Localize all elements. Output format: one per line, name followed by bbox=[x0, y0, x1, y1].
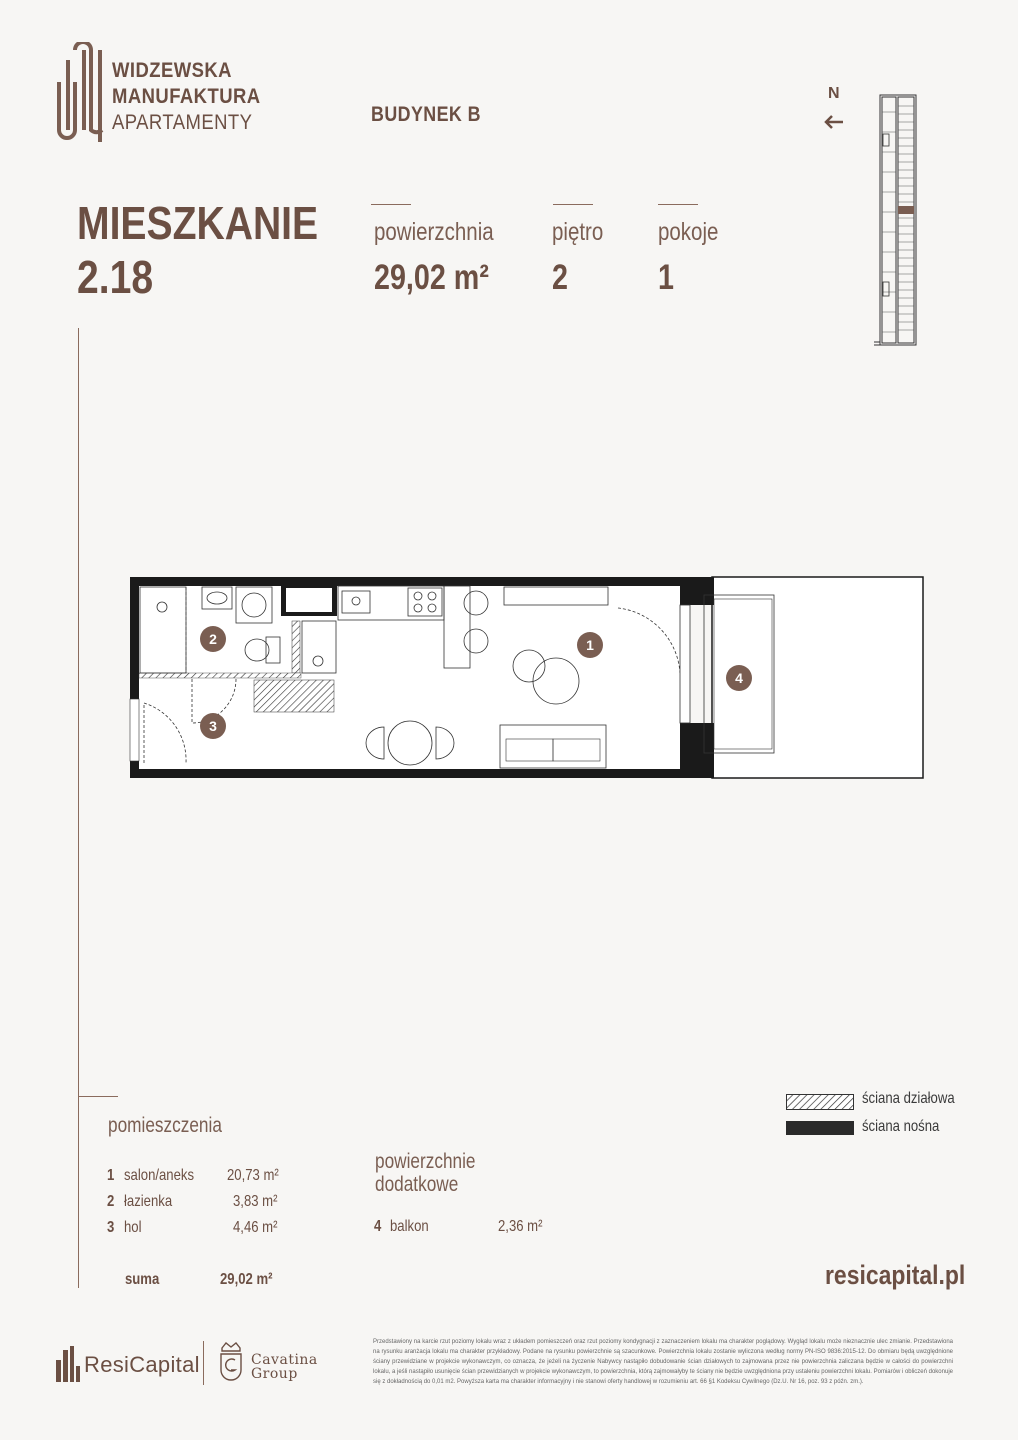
extra-num: 4 bbox=[374, 1218, 382, 1235]
extra-title-line1: powierzchnie bbox=[375, 1150, 476, 1173]
extra-section-title bbox=[375, 1150, 476, 1196]
brand-logo-mark bbox=[56, 42, 106, 147]
room-num: 1 bbox=[107, 1167, 115, 1184]
floor-plan bbox=[126, 573, 928, 788]
room-row bbox=[107, 1193, 114, 1211]
stat-divider bbox=[371, 204, 411, 205]
floor-label: piętro bbox=[552, 218, 604, 246]
room-marker-2-label: 2 bbox=[209, 631, 217, 647]
footer-divider bbox=[203, 1341, 204, 1385]
room-row bbox=[107, 1219, 114, 1237]
cavatina-line2: Group bbox=[251, 1366, 298, 1382]
key-plan-diagram bbox=[872, 92, 920, 355]
room-marker-1-label: 1 bbox=[586, 637, 594, 653]
legend-partition-label: ściana działowa bbox=[862, 1090, 955, 1107]
logo-line-2: MANUFAKTURA bbox=[112, 85, 261, 108]
extra-area: 2,36 m² bbox=[498, 1218, 543, 1235]
website-link[interactable]: resicapital.pl bbox=[825, 1260, 966, 1290]
unit-title-line1: MIESZKANIE bbox=[77, 197, 319, 249]
room-name: hol bbox=[124, 1219, 142, 1236]
extra-title-line2: dodatkowe bbox=[375, 1173, 459, 1196]
cavatina-logo-text bbox=[251, 1353, 318, 1381]
compass-north-label: N bbox=[828, 85, 840, 102]
room-num: 3 bbox=[107, 1219, 115, 1236]
extra-row bbox=[374, 1218, 381, 1236]
rooms-label: pokoje bbox=[658, 218, 719, 246]
room-area: 3,83 m² bbox=[233, 1193, 278, 1210]
legend-partition-swatch bbox=[786, 1094, 854, 1115]
room-name: łazienka bbox=[124, 1193, 173, 1210]
room-row bbox=[107, 1167, 114, 1185]
room-area: 20,73 m² bbox=[227, 1167, 279, 1184]
room-marker-4-label: 4 bbox=[735, 670, 743, 686]
sum-value: 29,02 m² bbox=[220, 1271, 273, 1288]
resicapital-logo-text: ResiCapital bbox=[84, 1352, 200, 1377]
stat-divider bbox=[553, 204, 593, 205]
logo-line-3: APARTAMENTY bbox=[112, 111, 253, 134]
extra-name: balkon bbox=[390, 1218, 429, 1235]
north-arrow-icon bbox=[823, 114, 845, 135]
section-rule bbox=[78, 1096, 118, 1097]
unit-title bbox=[77, 196, 318, 304]
room-num: 2 bbox=[107, 1193, 115, 1210]
floor-value: 2 bbox=[552, 258, 568, 297]
rooms-section-title: pomieszczenia bbox=[108, 1114, 222, 1137]
room-area: 4,46 m² bbox=[233, 1219, 278, 1236]
cavatina-line1: Cavatina bbox=[251, 1352, 318, 1368]
logo-line-1: WIDZEWSKA bbox=[112, 59, 232, 82]
legal-disclaimer: Przedstawiony na karcie rzut poziomy lokalu wraz z układem pomieszczeń oraz rzut poziomy kondygnacji z zaznaczeniem lokalu ma charakter poglądowy. Wygląd lokalu może nieznacznie ulec zmianie. Przedstawiona na rysunku aranżacja lokalu ma charakter przykładowy. Podane na rysunku powierzchnie są szacunkowe. Powierzchnia lokalu zostanie wyliczona według normy PN-ISO 9836:2015-12. Do obmiaru będą uwzględnione ściany przewidziane w projekcie wykonawczym, co oznacza, że jeżeli na życzenie Nabywcy nastąpiło dobudowanie ścian działowych to zajmowana przez nie powierzchnia zaliczana będzie w całości do powierzchni lokalu, a jeśli nastąpiło usunięcie ścian przewidzianych w projekcie wykonawczym, to powierzchnia, którą zajmowałyby te ściany nie będzie uwzględniona przy ustaleniu powierzchni lokalu. Pomiarów i obliczeń dokonuje się z dokładnością do 0,01 m2. Powyższa karta ma charakter informacyjny i nie stanowi oferty handlowej w rozumieniu art. 66 §1 Kodeksu Cywilnego (Dz.U. Nr 16, poz. 93 z późn. zm.). bbox=[373, 1339, 953, 1385]
brand-logo-text bbox=[112, 58, 261, 136]
building-label: BUDYNEK B bbox=[371, 103, 481, 126]
area-label: powierzchnia bbox=[374, 218, 494, 246]
unit-number: 2.18 bbox=[77, 251, 154, 303]
stat-divider bbox=[658, 204, 698, 205]
vertical-rule bbox=[78, 328, 79, 1288]
room-name: salon/aneks bbox=[124, 1167, 195, 1184]
resicapital-logo-icon bbox=[56, 1346, 80, 1387]
rooms-value: 1 bbox=[658, 258, 674, 297]
legend-loadbearing-swatch bbox=[786, 1121, 854, 1135]
legend-loadbearing-label: ściana nośna bbox=[862, 1118, 940, 1135]
room-marker-3-label: 3 bbox=[209, 718, 217, 734]
cavatina-crest-icon bbox=[218, 1340, 244, 1391]
area-value: 29,02 m² bbox=[374, 258, 489, 297]
sum-label: suma bbox=[125, 1271, 160, 1288]
